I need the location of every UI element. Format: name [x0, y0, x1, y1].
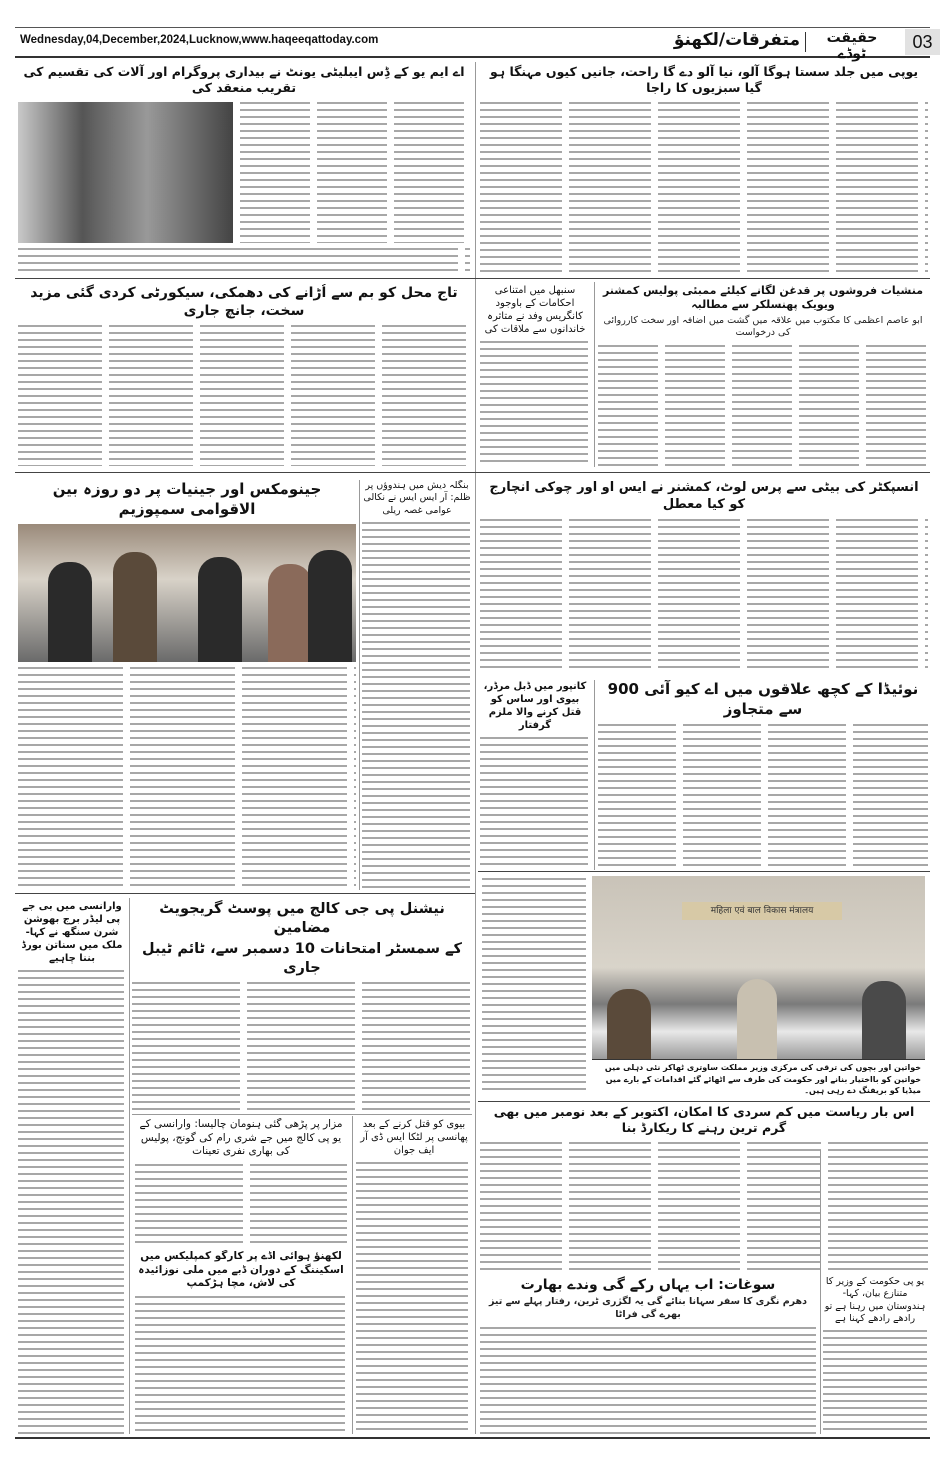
mazar-article	[135, 1118, 347, 1244]
bangladesh-body	[362, 522, 472, 888]
amu-body	[240, 102, 470, 244]
airport-headline: لکھنؤ ہوائی اڈے پر کارگو کمپلیکس میں اسکیننگ کے دوران ڈبے میں ملی نوزائیدہ کی لاش، مچا ہڑکمپ	[138, 1250, 344, 1290]
ministry-banner: महिला एवं बाल विकास मंत्रालय	[682, 902, 842, 920]
minister-headline: یو پی حکومت کے وزیر کا متنازع بیان، کہا- ہندوستان میں رہنا ہے تو رادھے رادھے کہنا ہے	[824, 1276, 926, 1325]
mazar-body	[135, 1164, 347, 1244]
page-number: 03	[905, 29, 940, 55]
person-figure	[48, 562, 92, 662]
section-rule	[478, 1101, 930, 1102]
potato-article	[480, 64, 928, 272]
airport-body	[135, 1296, 347, 1434]
varanasi-brij-article	[18, 900, 126, 1434]
ministry-photo	[592, 876, 925, 1059]
person-figure	[268, 564, 312, 662]
amu-photo	[18, 102, 233, 244]
pg-exams-article	[132, 900, 472, 1110]
amu-headline: اے ایم یو کے ڈِس ایبلیٹی یونٹ نے بیداری پروگرام اور آلات کی تقسیم کی تقریب منعقد کی	[23, 64, 465, 96]
header-divider	[805, 32, 806, 52]
winter-headline: اس بار ریاست میں کم سردی کا امکان، اکتوبر کے بعد نومبر میں بھی گرم ترین رہنے کا ریکارڈ بنا	[493, 1104, 915, 1136]
section-rule	[478, 871, 930, 872]
genomics-headline: جینومکس اور جینیات پر دو روزہ بین الاقوامی سمپوزیم	[52, 480, 322, 518]
column-divider	[359, 480, 360, 890]
airport-article	[135, 1250, 347, 1434]
winter-body-right	[828, 1142, 928, 1273]
sougat-body	[480, 1327, 816, 1434]
sdrf-article	[356, 1118, 472, 1434]
sambhal-body	[480, 341, 590, 466]
drugs-body	[598, 345, 928, 466]
taj-body	[18, 325, 470, 466]
potato-headline: یوپی میں جلد سستا ہوگا آلو، نیا آلو دے گا راحت، جانیں کیوں مہنگا ہو گیا سبزیوں کا راجا	[489, 64, 919, 96]
header-bottom-rule	[15, 56, 930, 58]
noida-body	[598, 724, 928, 868]
taj-headline: تاج محل کو بم سے اُڑانے کی دھمکی، سیکورٹی کردی گئی مزید سخت، جانچ جاری	[30, 285, 458, 320]
header-top-rule	[15, 27, 930, 28]
winter-article	[480, 1104, 928, 1272]
ministry-photo-block	[592, 876, 925, 1098]
section-rule	[15, 278, 930, 279]
sougat-article	[480, 1276, 816, 1434]
person-figure	[737, 979, 777, 1059]
sougat-headline: سوغات: اب یہاں رکے گی وندے بھارت	[520, 1277, 776, 1293]
drugs-article	[598, 284, 928, 466]
dateline: Wednesday,04,December,2024,Lucknow,www.haqeeqattoday.com	[20, 34, 379, 46]
taj-article	[18, 284, 470, 466]
kanpur-body-continued	[482, 878, 586, 1093]
amu-article	[18, 64, 470, 274]
genomics-body	[18, 667, 356, 888]
varanasi-brij-headline: وارانسی میں بی جے پی لیڈر برج بھوشن شرن سنگھ نے کہا- ملک میں سناتن بورڈ بننا چاہیے	[21, 901, 123, 964]
column-divider	[820, 1150, 821, 1434]
pg-exams-headline: نیشنل پی جی کالج میں پوسٹ گریجویٹ مضامین	[159, 901, 445, 936]
noida-headline: نوئیڈا کے کچھ علاقوں میں اے کیو آئی 900 سے متجاوز	[607, 680, 919, 718]
sambhal-article	[480, 284, 590, 466]
bangladesh-headline: بنگلہ دیش میں ہندوؤں پر ظلم: آر ایس ایس نے نکالی عوامی غصہ ریلی	[363, 480, 471, 516]
sdrf-headline: بیوی کو قتل کرنے کے بعد پھانسی پر لٹکا ایس ڈی آر ایف جوان	[360, 1119, 468, 1156]
section-rule	[15, 472, 930, 473]
footer-rule	[15, 1437, 930, 1439]
genomics-photo	[18, 524, 356, 662]
inspector-headline: انسپکٹر کی بیٹی سے پرس لوٹ، کمشنر نے ایس او اور چوکی انچارج کو کیا معطل	[489, 480, 919, 512]
person-figure	[862, 981, 906, 1059]
pg-exams-body	[132, 982, 472, 1110]
kanpur-headline: کانپور میں ڈبل مرڈر، بیوی اور ساس کو قتل کرنے والا ملزم گرفتار	[483, 681, 587, 731]
section-rule	[15, 893, 475, 894]
column-divider	[129, 898, 130, 1434]
genomics-article	[18, 480, 356, 888]
drugs-headline: منشیات فروشوں پر قدغن لگانے کیلئے ممبئی پولیس کمشنر ویویک پھنسلکر سے مطالبہ	[602, 284, 924, 312]
minister-body	[823, 1330, 927, 1434]
sdrf-body	[356, 1162, 472, 1434]
drugs-subhead: ابو عاصم اعظمی کا مکتوب میں علاقہ میں گشت میں اضافہ اور سخت کارروائی کی درخواست	[603, 314, 923, 339]
mazar-headline: مزار پر پڑھی گئی ہنومان چالیسا: وارانسی کے یو پی کالج میں جے شری رام کی گونج، پولیس کی بھاری نفری تعینات	[139, 1118, 343, 1158]
varanasi-brij-body	[18, 970, 126, 1434]
column-divider	[352, 1116, 353, 1434]
amu-caption-body	[18, 248, 470, 274]
person-figure	[308, 550, 352, 662]
column-divider	[594, 680, 595, 870]
kanpur-body	[480, 737, 590, 868]
minister-article	[823, 1276, 927, 1434]
inspector-article	[480, 480, 928, 672]
kanpur-article	[480, 680, 590, 868]
inspector-body	[480, 519, 928, 672]
bangladesh-article	[362, 480, 472, 888]
person-figure	[113, 552, 157, 662]
noida-article	[598, 680, 928, 868]
pg-exams-subhead: کے سمسٹر امتحانات 10 دسمبر سے، ٹائم ٹیبل جاری	[142, 940, 462, 976]
winter-body	[480, 1142, 821, 1273]
kanpur-continued	[482, 878, 586, 1093]
sougat-subhead: دھرم نگری کا سفر سہانا بنائے گی یہ لگژری ٹرین، رفتار پہلے سے تیز بھرے گی فراٹا	[488, 1296, 808, 1320]
column-divider	[594, 282, 595, 467]
ministry-photo-caption: خواتین اور بچوں کی ترقی کی مرکزی وزیر مملکت ساوتری ٹھاکر نئی دہلی میں خواتین کو بااختیار بنانے اور حکومت کی طرف سے اٹھائے گئے اقدامات کے بارے میں میڈیا کو بریفنگ دے رہی ہیں۔	[592, 1059, 925, 1098]
column-divider	[475, 62, 476, 1434]
person-figure	[607, 989, 651, 1059]
newspaper-logo: حقیقت ٹوڈے	[826, 30, 878, 62]
person-figure	[198, 557, 242, 662]
section-title: متفرقات/لکھنؤ	[673, 30, 800, 50]
sambhal-headline: سنبھل میں امتناعی احکامات کے باوجود کانگریس وفد نے متاثرہ خاندانوں سے ملاقات کی	[484, 285, 586, 335]
section-rule	[132, 1114, 472, 1115]
potato-body	[480, 102, 928, 273]
